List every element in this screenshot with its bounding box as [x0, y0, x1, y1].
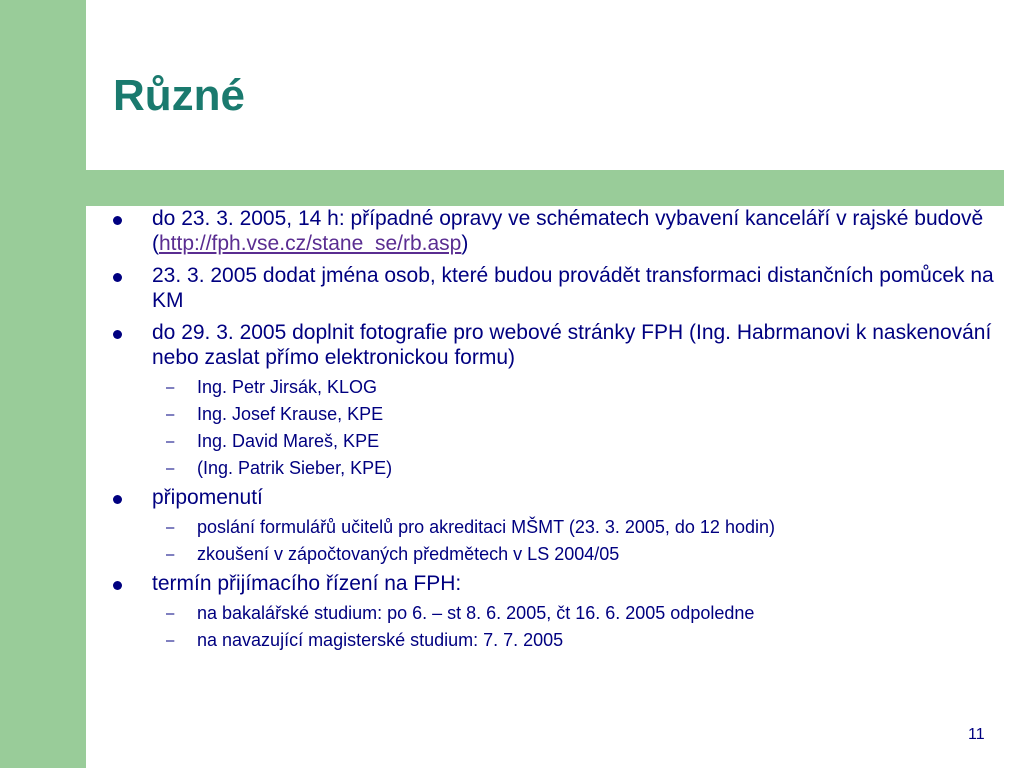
dash-icon: –	[166, 605, 175, 622]
slide-title: Různé	[113, 71, 245, 120]
slide-content	[110, 206, 1000, 657]
bullet-item	[110, 320, 1000, 370]
bullet-text: do 29. 3. 2005 doplnit fotografie pro webové stránky FPH (Ing. Habrmanovi k naskenování nebo zaslat přímo elektronickou formu)	[152, 321, 992, 369]
sub-item-text: zkoušení v zápočtovaných předmětech v LS 2004/05	[197, 544, 620, 564]
sub-item	[110, 404, 1000, 425]
dash-icon: –	[166, 546, 175, 563]
schema-link[interactable]: http://fph.vse.cz/stane_se/rb.asp	[159, 232, 462, 255]
left-decorative-bar	[0, 0, 86, 768]
dash-icon: –	[166, 406, 175, 423]
page-number: 11	[968, 726, 985, 743]
sub-item-text: poslání formulářů učitelů pro akreditaci MŠMT (23. 3. 2005, do 12 hodin)	[197, 517, 775, 537]
bullet-icon	[113, 495, 122, 504]
sub-item-text: Ing. Josef Krause, KPE	[197, 404, 384, 424]
sub-item-text: na bakalářské studium: po 6. – st 8. 6. 2005, čt 16. 6. 2005 odpoledne	[197, 603, 755, 623]
sub-item	[110, 458, 1000, 479]
sub-item	[110, 377, 1000, 398]
bullet-text: do 23. 3. 2005, 14 h: případné opravy ve schématech vybavení kanceláří v rajské budově (	[152, 207, 984, 255]
dash-icon: –	[166, 379, 175, 396]
sub-item	[110, 630, 1000, 651]
sub-item-text: na navazující magisterské studium: 7. 7. 2005	[197, 630, 564, 650]
sub-item-text: Ing. Petr Jirsák, KLOG	[197, 377, 378, 397]
bullet-icon	[113, 330, 122, 339]
bullet-icon	[113, 581, 122, 590]
sub-item	[110, 517, 1000, 538]
bullet-icon	[113, 273, 122, 282]
sub-item-text: Ing. David Mareš, KPE	[197, 431, 380, 451]
bullet-icon	[113, 216, 122, 225]
dash-icon: –	[166, 519, 175, 536]
sub-item	[110, 603, 1000, 624]
title-divider-bar	[86, 170, 1004, 206]
bullet-text: 23. 3. 2005 dodat jména osob, které budou provádět transformaci distančních pomůcek na KM	[152, 264, 994, 312]
sub-item-text: (Ing. Patrik Sieber, KPE)	[197, 458, 393, 478]
bullet-item	[110, 485, 1000, 510]
bullet-item	[110, 206, 1000, 256]
sub-item	[110, 431, 1000, 452]
bullet-item	[110, 571, 1000, 596]
dash-icon: –	[166, 433, 175, 450]
dash-icon: –	[166, 460, 175, 477]
bullet-text: připomenutí	[152, 486, 263, 509]
sub-item	[110, 544, 1000, 565]
bullet-text-end: )	[461, 232, 469, 255]
dash-icon: –	[166, 632, 175, 649]
bullet-text: termín přijímacího řízení na FPH:	[152, 572, 462, 595]
bullet-item	[110, 263, 1000, 313]
